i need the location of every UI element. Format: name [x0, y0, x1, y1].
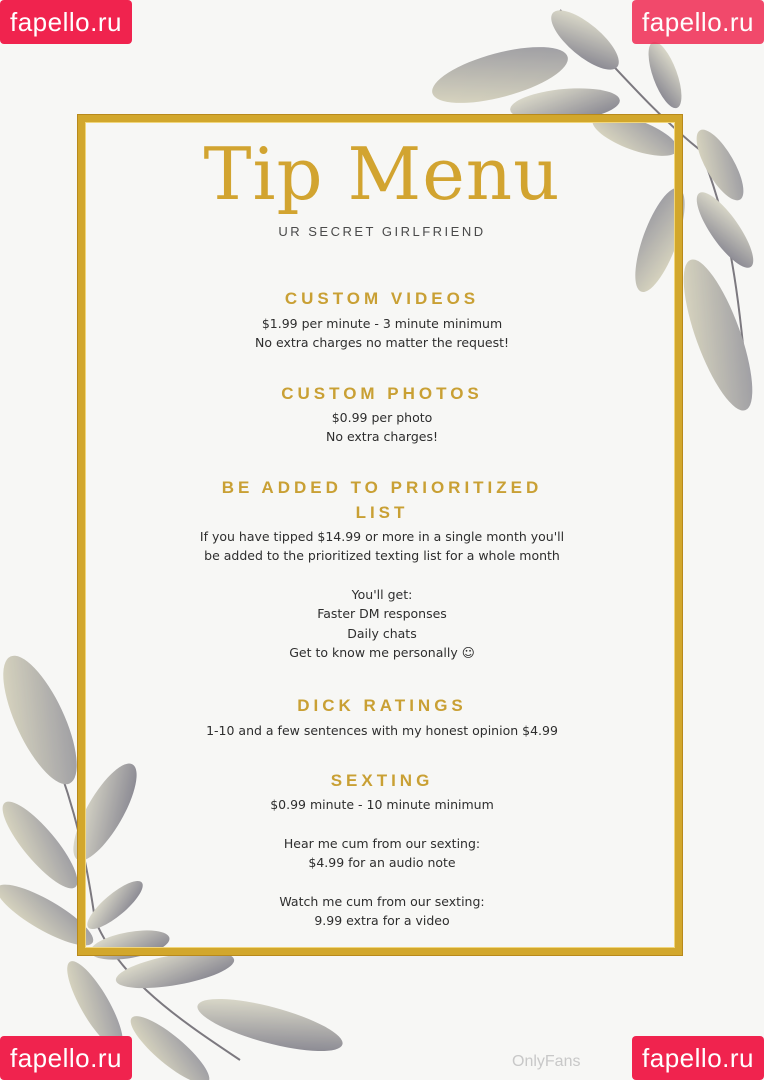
footer-watermark: OnlyFans: [512, 1053, 581, 1070]
section-heading-custom-photos: CUSTOM PHOTOS: [281, 384, 483, 403]
watermark-badge-bottom-left: fapello.ru: [0, 1036, 132, 1080]
page-subtitle: UR SECRET GIRLFRIEND: [278, 224, 486, 239]
section-line: Get to know me personally ☺: [289, 645, 475, 660]
section-heading-custom-videos: CUSTOM VIDEOS: [284, 289, 480, 308]
section-heading-sexting: SEXTING: [330, 771, 434, 790]
section-line: 9.99 extra for a video: [314, 913, 450, 928]
section-line: $0.99 minute - 10 minute minimum: [270, 797, 494, 812]
section-line: Watch me cum from our sexting:: [279, 894, 485, 909]
watermark-badge-top-right: fapello.ru: [632, 0, 764, 44]
section-line: $1.99 per minute - 3 minute minimum: [261, 316, 503, 331]
watermark-badge-bottom-right: fapello.ru: [632, 1036, 764, 1080]
section-line: Hear me cum from our sexting:: [283, 836, 481, 851]
section-line: $4.99 for an audio note: [308, 855, 456, 870]
section-heading-dick-ratings: DICK RATINGS: [297, 696, 467, 715]
section-heading-prioritized-list: BE ADDED TO PRIORITIZED: [221, 478, 543, 497]
section-line: No extra charges!: [325, 429, 439, 444]
section-line: No extra charges no matter the request!: [255, 335, 509, 350]
section-line: $0.99 per photo: [331, 410, 433, 425]
section-line: You'll get:: [351, 587, 413, 602]
section-heading-prioritized-list-cont: LIST: [355, 503, 409, 522]
section-line: 1-10 and a few sentences with my honest opinion $4.99: [206, 723, 558, 738]
section-line: Faster DM responses: [317, 606, 447, 621]
watermark-badge-top-left: fapello.ru: [0, 0, 132, 44]
section-line: If you have tipped $14.99 or more in a single month you'll: [199, 529, 565, 544]
section-line: be added to the prioritized texting list for a whole month: [204, 548, 560, 563]
section-line: Daily chats: [347, 626, 417, 641]
page-title: Tip Menu: [203, 132, 561, 216]
